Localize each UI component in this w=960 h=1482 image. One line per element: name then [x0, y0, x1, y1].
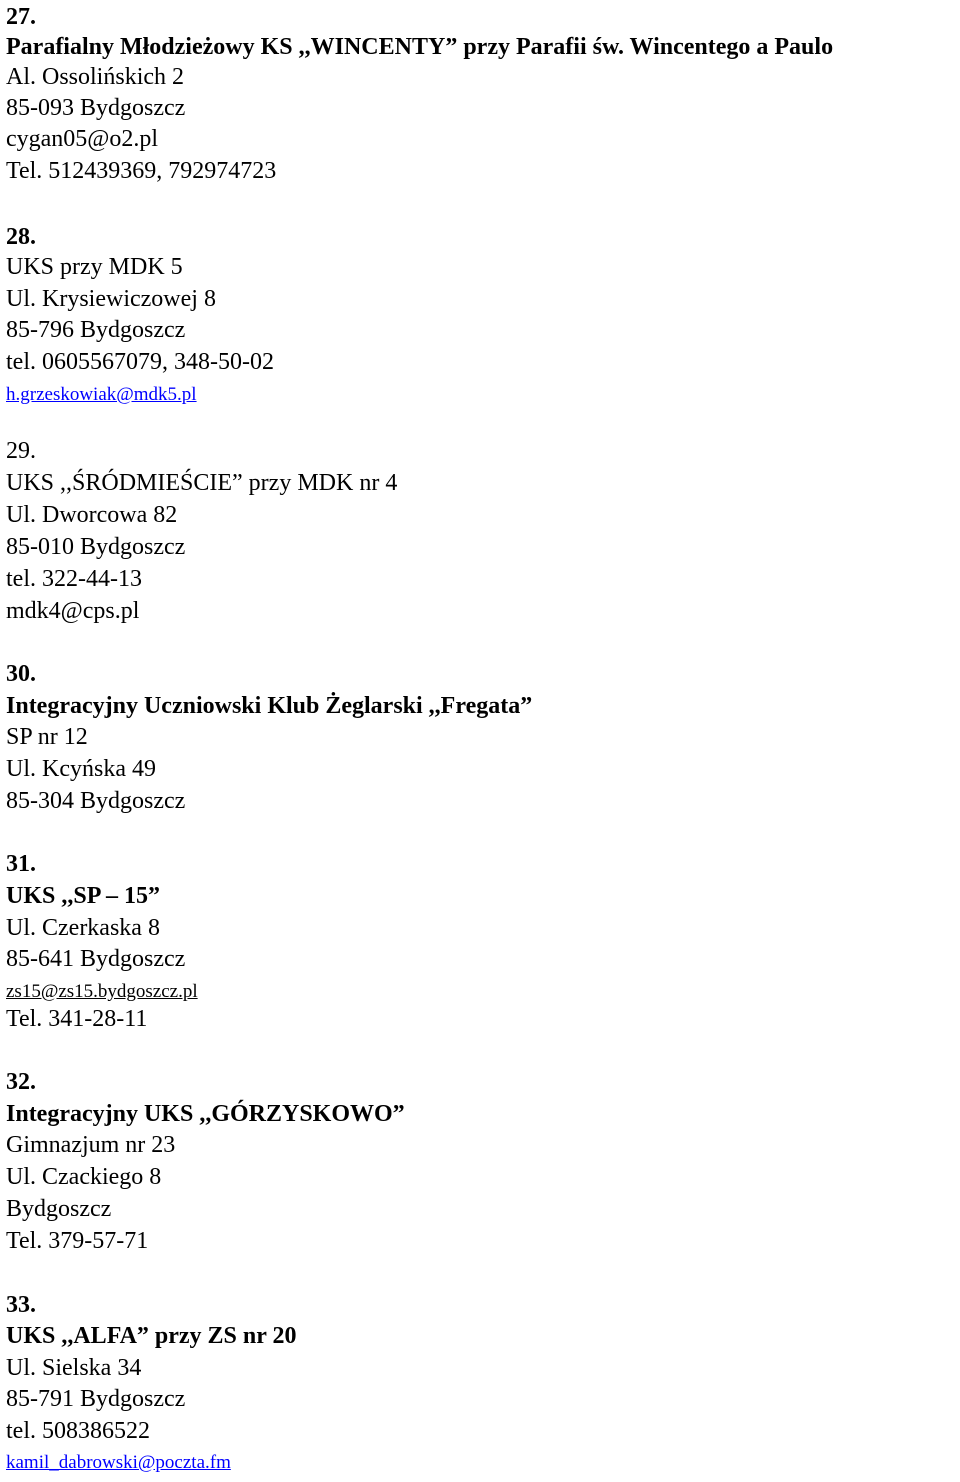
postal-city: 85-796 Bydgoszcz [6, 317, 186, 343]
phone-line: tel. 508386522 [6, 1418, 150, 1444]
club-name: UKS ,,ŚRÓDMIEŚCIE” przy MDK nr 4 [6, 470, 398, 496]
postal-city: 85-641 Bydgoszcz [6, 946, 186, 972]
postal-city: 85-304 Bydgoszcz [6, 788, 186, 814]
email-text: mdk4@cps.pl [6, 598, 140, 624]
phone-line: Tel. 379-57-71 [6, 1228, 149, 1254]
city-line: Bydgoszcz [6, 1196, 112, 1222]
entry-number: 31. [6, 851, 36, 877]
email-link[interactable]: zs15@zs15.bydgoszcz.pl [6, 981, 198, 1002]
club-name: UKS ,,SP – 15” [6, 883, 161, 909]
phone-line: tel. 322-44-13 [6, 566, 142, 592]
postal-city: 85-093 Bydgoszcz [6, 95, 186, 121]
club-name: Integracyjny UKS ,,GÓRZYSKOWO” [6, 1101, 405, 1127]
phone-line: Tel. 341-28-11 [6, 1006, 148, 1032]
email-text: cygan05@o2.pl [6, 126, 159, 152]
entry-number: 30. [6, 661, 36, 687]
school-line: Gimnazjum nr 23 [6, 1132, 176, 1158]
club-name: Parafialny Młodzieżowy KS ,,WINCENTY” przy Parafii św. Wincentego a Paulo [6, 34, 834, 60]
entry-number: 29. [6, 438, 36, 464]
address-line: Ul. Krysiewiczowej 8 [6, 286, 216, 312]
address-line: Ul. Dworcowa 82 [6, 502, 178, 528]
phone-line: Tel. 512439369, 792974723 [6, 158, 277, 184]
school-line: SP nr 12 [6, 724, 88, 750]
email-link[interactable]: h.grzeskowiak@mdk5.pl [6, 384, 197, 405]
postal-city: 85-791 Bydgoszcz [6, 1386, 186, 1412]
address-line: Ul. Kcyńska 49 [6, 756, 156, 782]
postal-city: 85-010 Bydgoszcz [6, 534, 186, 560]
address-line: Al. Ossolińskich 2 [6, 64, 185, 90]
club-name: Integracyjny Uczniowski Klub Żeglarski ,,Fregata” [6, 693, 533, 719]
address-line: Ul. Czackiego 8 [6, 1164, 162, 1190]
club-name: UKS przy MDK 5 [6, 254, 183, 280]
email-link[interactable]: kamil_dabrowski@poczta.fm [6, 1452, 231, 1473]
entry-number: 28. [6, 224, 36, 250]
address-line: Ul. Czerkaska 8 [6, 915, 160, 941]
address-line: Ul. Sielska 34 [6, 1355, 142, 1381]
entry-number: 33. [6, 1292, 36, 1318]
entry-number: 27. [6, 4, 36, 30]
club-name: UKS ,,ALFA” przy ZS nr 20 [6, 1323, 297, 1349]
phone-line: tel. 0605567079, 348-50-02 [6, 349, 274, 375]
entry-number: 32. [6, 1069, 36, 1095]
